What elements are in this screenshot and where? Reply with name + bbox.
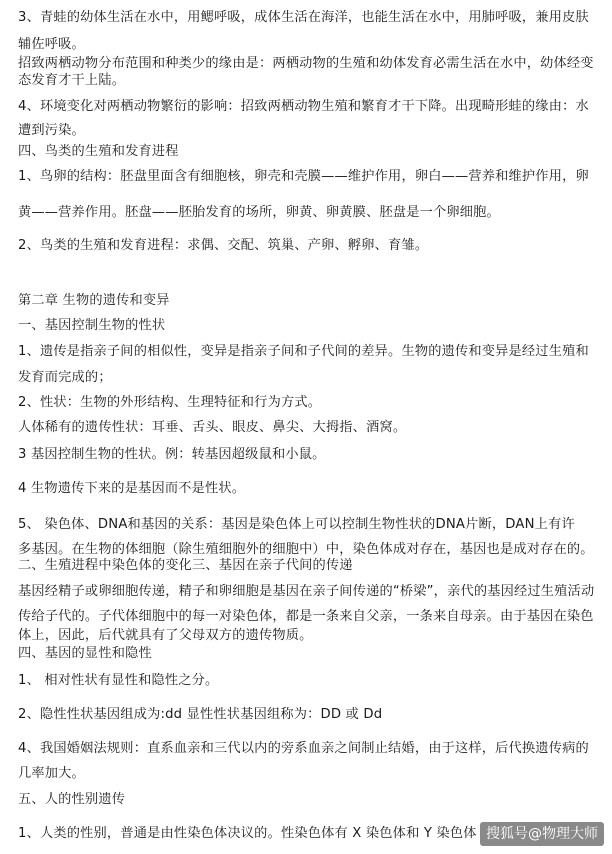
section-heading: 四、基因的显性和隐性 [18, 646, 152, 661]
text-line: 1、遗传是指亲子间的相似性，变异是指亲子间和子代间的差异。生物的遗传和变异是经过生殖和 [18, 344, 589, 359]
text-line: 4、我国婚姻法规则：直系血亲和三代以内的旁系血亲之间制止结婚，由于这样，后代换遗传病的 [18, 741, 589, 756]
text-line: 1、 相对性状有显性和隐性之分。 [18, 673, 219, 688]
text-line: 黄——营养作用。胚盘——胚胎发育的场所，卵黄、卵黄膜、胚盘是一个卵细胞。 [18, 205, 500, 220]
text-line: 人体稀有的遗传性状：耳垂、舌头、眼皮、鼻尖、大拇指、酒窝。 [18, 420, 407, 435]
text-line: 传给子代的。子代体细胞中的每一对染色体，都是一条来自父亲，一条来自母亲。由于基因在染色 [18, 609, 594, 624]
text-line: 发育而完成的； [18, 370, 112, 385]
chapter-title: 第二章 生物的遗传和变异 [18, 293, 170, 308]
text-line: 招致两栖动物分布范围和种类少的缘由是：两栖动物的生殖和幼体发育必需生活在水中，幼体经变 [18, 56, 594, 71]
text-line: 3、青蛙的幼体生活在水中，用鳃呼吸，成体生活在海洋，也能生活在水中，用肺呼吸，兼用皮肤 [18, 10, 589, 25]
text-line: 辅佐呼吸。 [18, 37, 85, 52]
text-line: 2、性状：生物的外形结构、生理特征和行为方式。 [18, 395, 322, 410]
text-line: 4 生物遗传下来的是基因而不是性状。 [18, 481, 246, 496]
text-line: 多基因。在生物的体细胞（除生殖细胞外的细胞中）中，染色体成对存在，基因也是成对存在的。 [18, 542, 594, 557]
text-line: 4、环境变化对两栖动物繁衍的影响：招致两栖动物生殖和繁育才干下降。出现畸形蛙的缘由：水 [18, 99, 589, 114]
section-heading: 一、基因控制生物的性状 [18, 318, 166, 333]
text-line: 5、 染色体、DNA和基因的关系：基因是染色体上可以控制生物性状的DNA片断，DAN上有许 [18, 517, 575, 532]
section-heading: 二、生殖进程中染色体的变化三、基因在亲子代间的传递 [18, 558, 353, 573]
text-line: 几率加大。 [18, 766, 85, 781]
text-line: 态发育才干上陆。 [18, 73, 126, 88]
text-line: 3 基因控制生物的性状。例：转基因超级鼠和小鼠。 [18, 447, 326, 462]
text-line: 2、鸟类的生殖和发育进程：求偶、交配、筑巢、产卵、孵卵、育雏。 [18, 238, 429, 253]
text-line: 体上，因此，后代就具有了父母双方的遗传物质。 [18, 628, 313, 643]
text-line: 遭到污染。 [18, 123, 85, 138]
section-heading: 四、鸟类的生殖和发育进程 [18, 144, 179, 159]
text-line: 1、鸟卵的结构：胚盘里面含有细胞核，卵壳和壳膜——维护作用，卵白——营养和维护作用，卵 [18, 169, 589, 184]
text-line: 1、人类的性别，普通是由性染色体决议的。性染色体有 X 染色体和 Y 染色体 [18, 826, 477, 841]
text-line: 基因经精子或卵细胞传递，精子和卵细胞是基因在亲子间传递的“桥梁”，亲代的基因经过生殖活动 [18, 584, 595, 599]
section-heading: 五、人的性别遗传 [18, 792, 126, 807]
watermark-label: 搜狐号@物理大师 [480, 822, 604, 846]
text-line: 2、隐性性状基因组成为:dd 显性性状基因组称为：DD 或 Dd [18, 707, 383, 722]
